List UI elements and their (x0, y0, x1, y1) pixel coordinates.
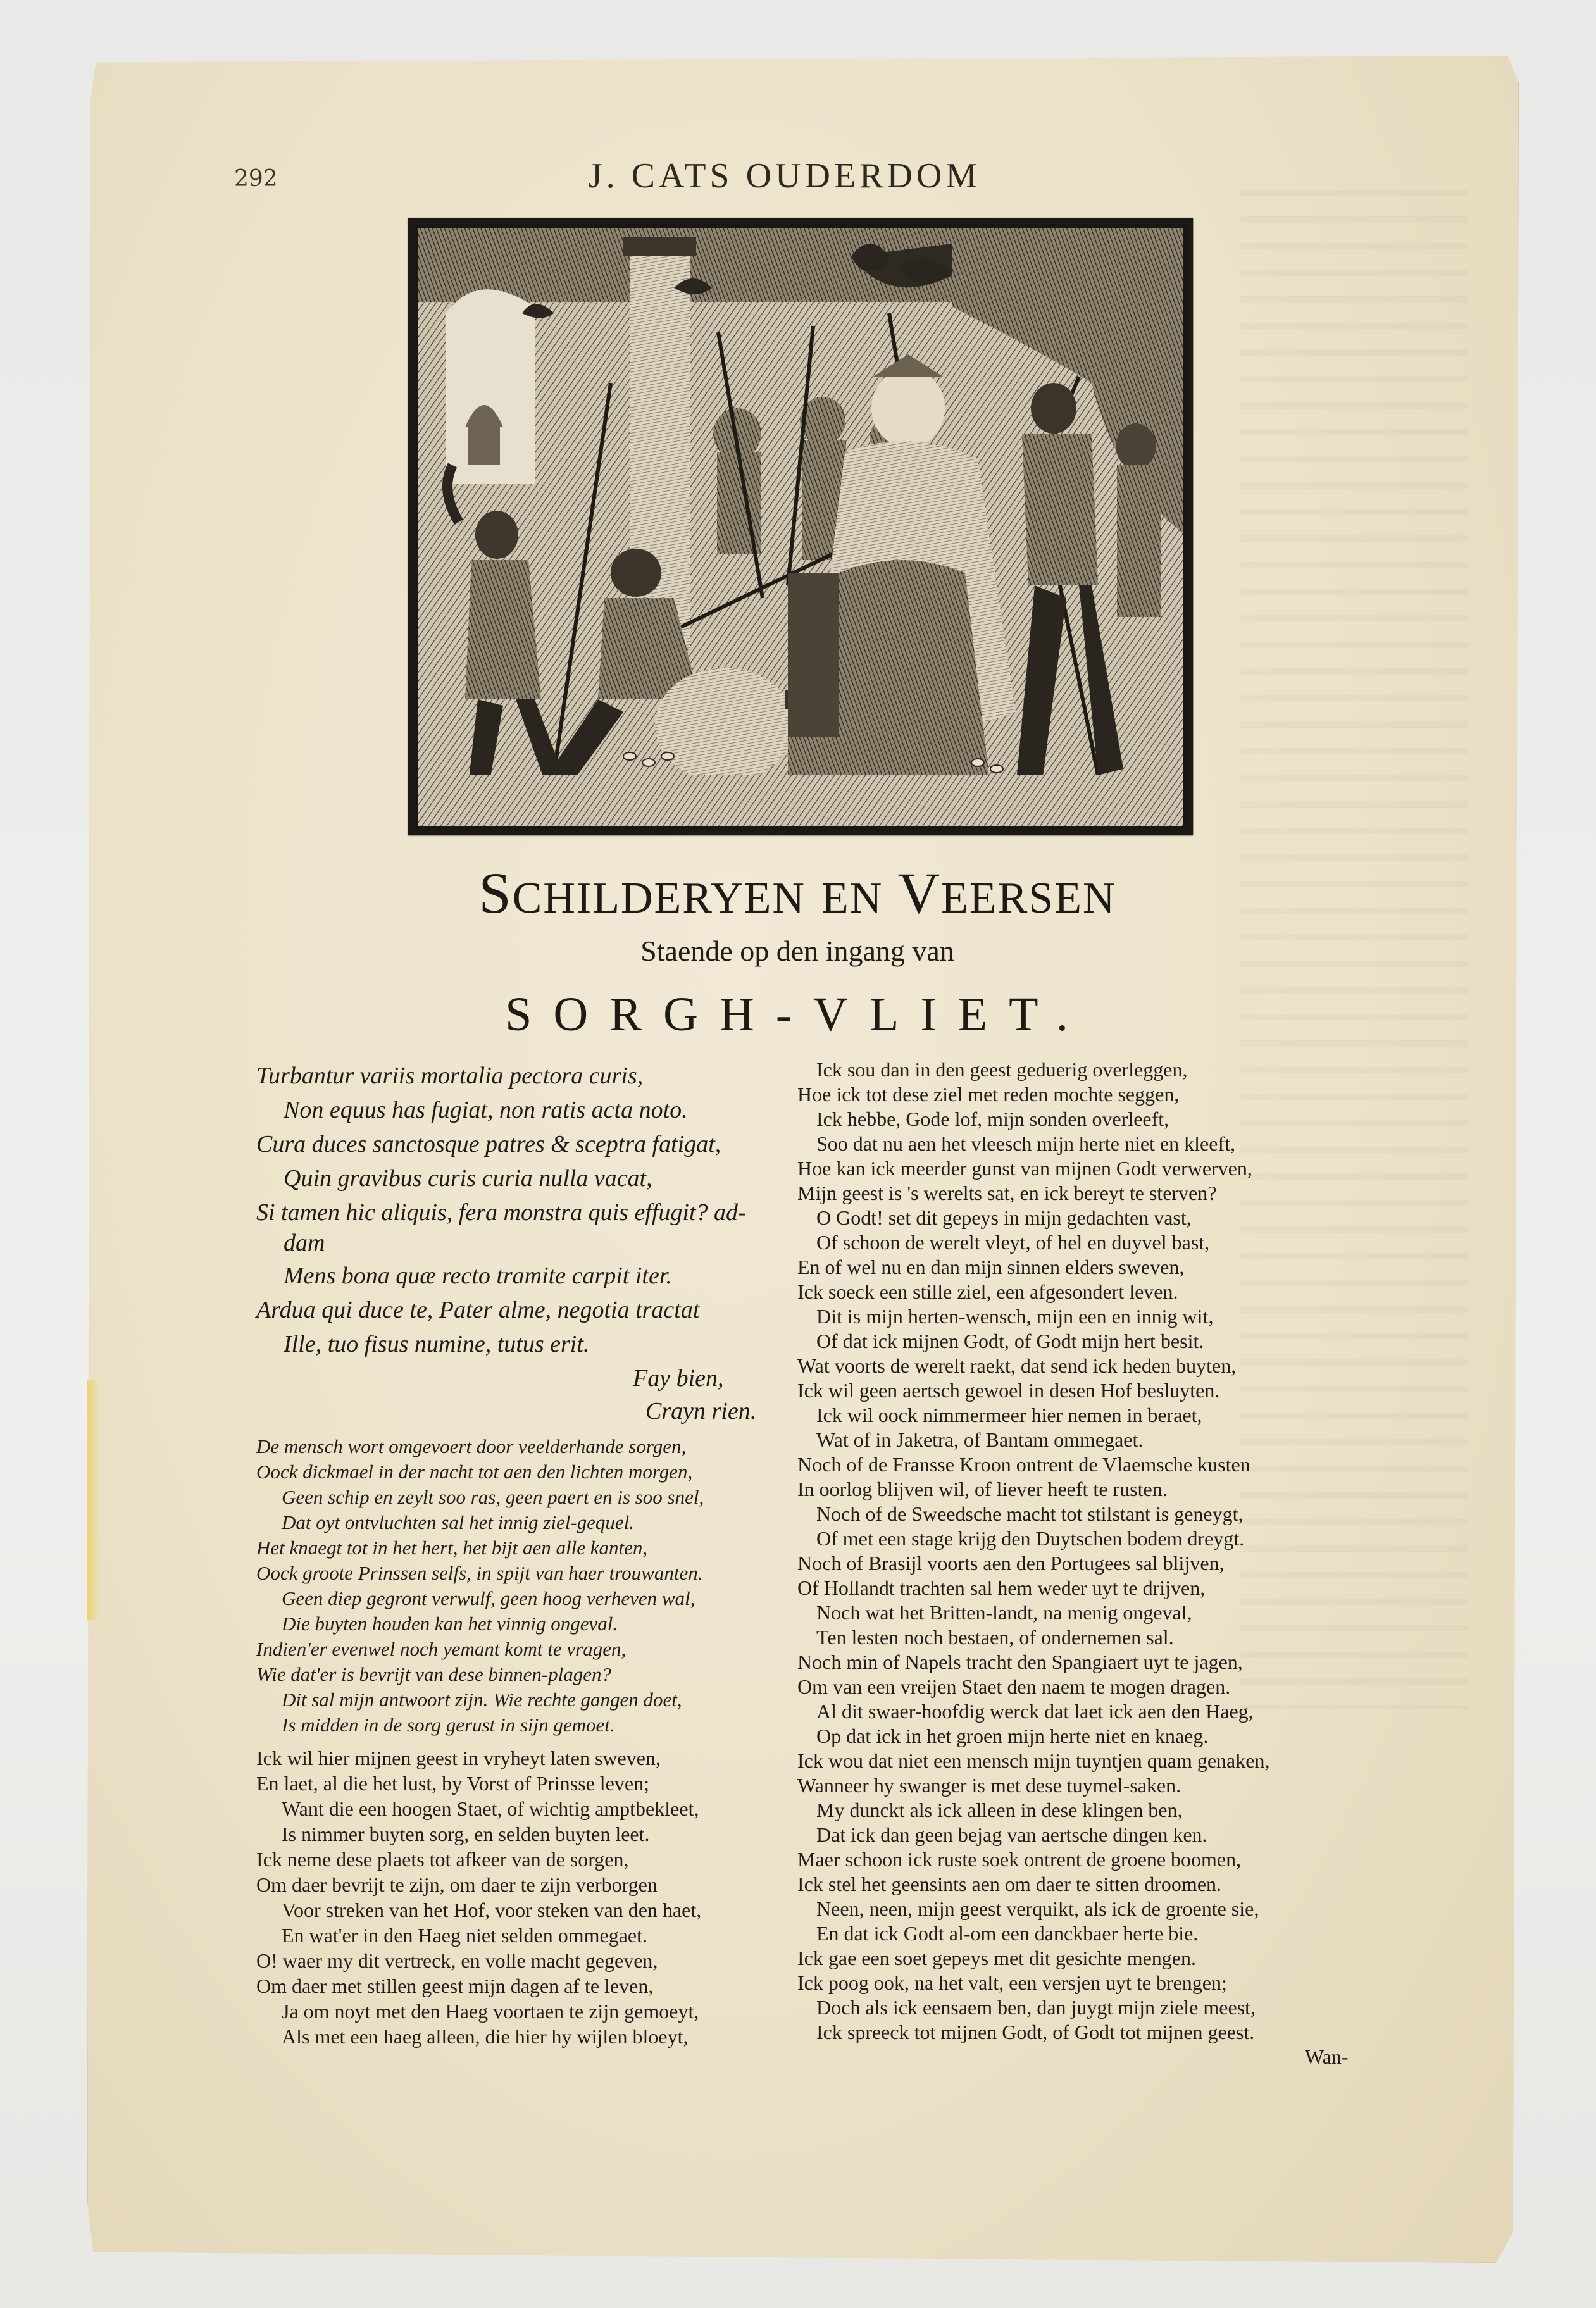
verse-line: Dit is mijn herten-wensch, mijn een en innig wit, (816, 1305, 1214, 1328)
verse-line: Of dat ick mijnen Godt, of Godt mijn hert besit. (816, 1330, 1204, 1352)
catchword: Wan- (1305, 2045, 1349, 2068)
verse-line: Noch of Brasijl voorts aen den Portugees sal blijven, (797, 1552, 1225, 1575)
verse-line: Ten lesten noch bestaen, of ondernemen sal. (816, 1626, 1174, 1649)
latin-line: Ardua qui duce te, Pater alme, negotia tractat (256, 1297, 700, 1323)
verse-line: Geen schip en zeylt soo ras, geen paert en is soo snel, (282, 1486, 704, 1508)
verse-line: Noch min of Napels tracht den Spangiaert uyt te jagen, (797, 1650, 1243, 1673)
latin-line: Si tamen hic aliquis, fera monstra quis effugit? ad- (256, 1199, 746, 1226)
verse-line: Oock dickmael in der nacht tot aen den lichten morgen, (256, 1461, 693, 1483)
verse-line: Als met een haeg alleen, die hier hy wijlen bloeyt, (282, 2025, 689, 2048)
verse-line: Op dat ick in het groen mijn herte niet en knaeg. (816, 1725, 1209, 1747)
verse-line: Indien'er evenwel noch yemant komt te vragen, (256, 1638, 627, 1660)
verse-line: Ja om noyt met den Haeg voortaen te zijn gemoeyt, (282, 2000, 699, 2023)
latin-line: Turbantur variis mortalia pectora curis, (256, 1063, 644, 1089)
verse-line: Of schoon de werelt vleyt, of hel en duyvel bast, (816, 1231, 1210, 1254)
verse-line: Mijn geest is 's werelts sat, en ick bereyt te sterven? (797, 1182, 1217, 1204)
verse-line: Voor streken van het Hof, voor steken van den haet, (282, 1899, 702, 1921)
motto-line: Crayn rien. (645, 1398, 757, 1425)
verse-line: Ick sou dan in den geest geduerig overleggen, (816, 1058, 1188, 1081)
verse-line: Of Hollandt trachten sal hem weder uyt te drijven, (797, 1576, 1206, 1599)
verse-line: Ick stel het geensints aen om daer te sitten droomen. (797, 1873, 1222, 1895)
verse-line: Al dit swaer-hoofdig werck dat laet ick aen den Haeg, (816, 1700, 1254, 1723)
verse-line: Doch als ick eensaem ben, dan juygt mijn ziele meest, (816, 1996, 1256, 2019)
verse-line: O Godt! set dit gepeys in mijn gedachten vast, (816, 1206, 1192, 1229)
verse-line: Om van een vreijen Staet den naem te mogen dragen. (797, 1675, 1231, 1698)
place-name: SORGH-VLIET. (505, 988, 1090, 1041)
engraving-court-scene-icon (408, 218, 1193, 835)
verse-line: Want die een hoogen Staet, of wichtig amptbekleet, (282, 1797, 699, 1820)
verse-line: Maer schoon ick ruste soek ontrent de groene boomen, (797, 1848, 1242, 1871)
verse-line: In oorlog blijven wil, of liever heeft te rusten. (797, 1478, 1168, 1500)
latin-line: dam (284, 1230, 325, 1256)
verse-line: Is nimmer buyten sorg, en selden buyten leet. (282, 1823, 650, 1845)
subtitle: Staende op den ingang van (640, 935, 954, 967)
title-initial-v: V (897, 861, 942, 925)
latin-line: Non equus has fugiat, non ratis acta noto. (284, 1097, 688, 1123)
verse-line: Ick poog ook, na het valt, een versjen uyt te brengen; (797, 1971, 1227, 1994)
verse-line: My dunckt als ick alleen in dese klingen ben, (816, 1799, 1183, 1821)
latin-line: Cura duces sanctosque patres & sceptra fatigat, (256, 1131, 721, 1157)
show-through-texture (1240, 190, 1468, 1709)
verse-line: Noch of de Sweedsche macht tot stilstant is geneygt, (816, 1502, 1244, 1525)
verse-line: Noch wat het Britten-landt, na menig ongeval, (816, 1601, 1192, 1624)
verse-line: Ick wil oock nimmermeer hier nemen in beraet, (816, 1404, 1202, 1426)
verse-line: Wat voorts de werelt raekt, dat send ick heden buyten, (797, 1354, 1237, 1377)
verse-line: O! waer my dit vertreck, en volle macht gegeven, (256, 1949, 658, 1972)
paper-stain (87, 1380, 100, 1620)
verse-line: Het knaegt tot in het hert, het bijt aen alle kanten, (256, 1537, 648, 1559)
verse-line: Ick hebbe, Gode lof, mijn sonden overleeft, (816, 1107, 1169, 1130)
verse-line: Dat ick dan geen bejag van aertsche dingen ken. (816, 1823, 1207, 1846)
verse-line: Hoe ick tot dese ziel met reden mochte seggen, (797, 1083, 1180, 1106)
verse-line: Wat of in Jaketra, of Bantam ommegaet. (816, 1428, 1144, 1451)
verse-line: Ick wou dat niet een mensch mijn tuyntjen quam genaken, (797, 1749, 1270, 1772)
verse-line: Wie dat'er is bevrijt van dese binnen-plagen? (256, 1663, 612, 1685)
verse-line: Wanneer hy swanger is met dese tuymel-saken. (797, 1774, 1181, 1797)
verse-line: Om daer met stillen geest mijn dagen af te leven, (256, 1974, 654, 1997)
verse-line: Geen diep gegront verwulf, geen hoog verheven wal, (282, 1587, 695, 1609)
verse-line: Dat oyt ontvluchten sal het innig ziel-gequel. (282, 1511, 635, 1533)
title-word-schilderyen: CHILDERYEN (512, 874, 806, 923)
verse-line: Ick gae een soet gepeys met dit gesichte mengen. (797, 1947, 1196, 1969)
verse-line: En dat ick Godt al-om een danckbaer herte bie. (816, 1922, 1199, 1945)
verse-line: Noch of de Fransse Kroon ontrent de Vlaemsche kusten (797, 1453, 1250, 1476)
verse-line: De mensch wort omgevoert door veelderhande sorgen, (256, 1435, 687, 1457)
verse-line: Neen, neen, mijn geest verquikt, als ick de groente sie, (816, 1897, 1259, 1920)
verse-line: Soo dat nu aen het vleesch mijn herte niet en kleeft, (816, 1132, 1235, 1155)
title-word-veersen: EERSEN (941, 874, 1116, 923)
verse-line: En laet, al die het lust, by Vorst of Prinsse leven; (256, 1772, 649, 1795)
main-title (342, 859, 1253, 926)
verse-line: Of met een stage krijg den Duytschen bodem dreygt. (816, 1527, 1245, 1550)
verse-line: Dit sal mijn antwoort zijn. Wie rechte gangen doet, (282, 1688, 682, 1711)
motto-line: Fay bien, (633, 1365, 724, 1392)
verse-line: Ick spreeck tot mijnen Godt, of Godt tot mijnen geest. (816, 2021, 1255, 2043)
engraving-illustration (408, 218, 1193, 835)
page-number: 292 (234, 166, 278, 192)
latin-line: Mens bona quæ recto tramite carpit iter. (284, 1263, 672, 1289)
verse-line: Ick wil geen aertsch gewoel in desen Hof besluyten. (797, 1379, 1220, 1402)
verse-line: Is midden in de sorg gerust in sijn gemoet. (282, 1714, 615, 1736)
title-word-en: EN (821, 874, 883, 923)
verse-line: En wat'er in den Haeg niet selden ommegaet. (282, 1924, 647, 1947)
verse-line: Ick neme dese plaets tot afkeer van de sorgen, (256, 1848, 629, 1871)
latin-line: Quin gravibus curis curia nulla vacat, (284, 1165, 652, 1192)
verse-line: Ick soeck een stille ziel, een afgesondert leven. (797, 1280, 1178, 1303)
verse-line: Die buyten houden kan het vinnig ongeval. (282, 1612, 618, 1635)
verse-line: Om daer bevrijt te zijn, om daer te zijn verborgen (256, 1873, 658, 1896)
verse-line: Hoe kan ick meerder gunst van mijnen Godt verwerven, (797, 1157, 1252, 1180)
latin-line: Ille, tuo fisus numine, tutus erit. (284, 1331, 590, 1357)
title-initial-s: S (478, 861, 513, 925)
running-head: J. CATS OUDERDOM (588, 156, 982, 196)
verse-line: Oock groote Prinssen selfs, in spijt van haer trouwanten. (256, 1562, 703, 1584)
verse-line: En of wel nu en dan mijn sinnen elders sweven, (797, 1256, 1185, 1278)
verse-line: Ick wil hier mijnen geest in vryheyt laten sweven, (256, 1747, 661, 1769)
